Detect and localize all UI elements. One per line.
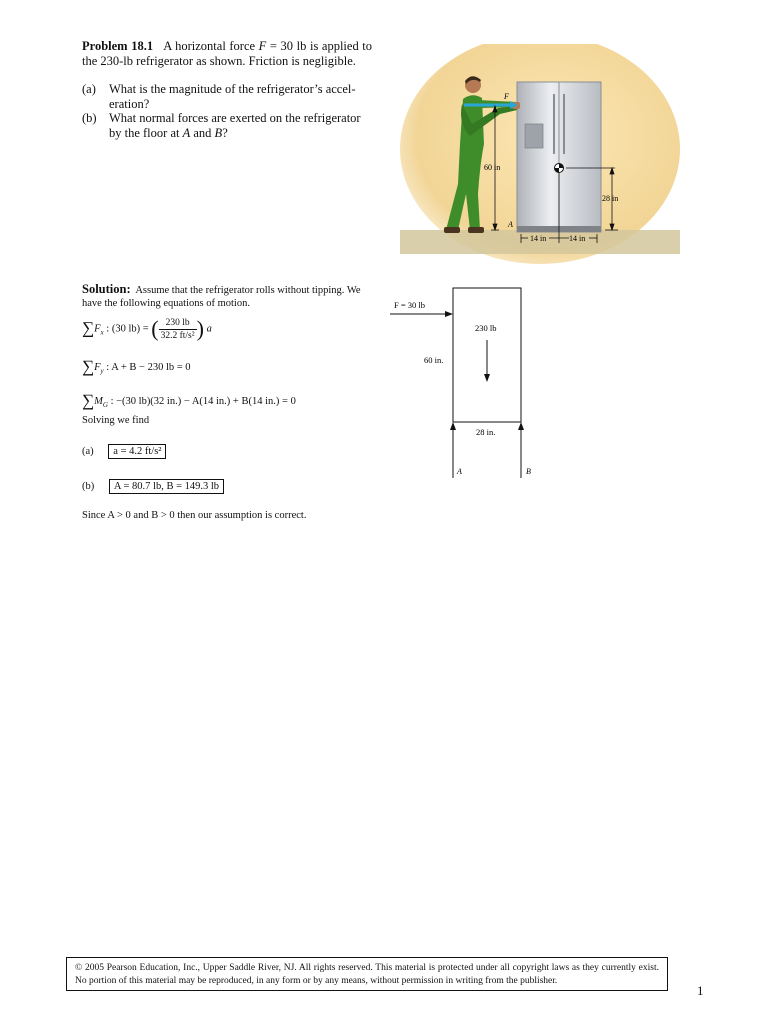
part-b-text-pre: What normal forces are exerted on the refrigerator by the floor at [109,111,361,140]
copyright-notice: © 2005 Pearson Education, Inc., Upper Saddle River, NJ. All rights reserved. This material is protected under all copyright laws as they currently exist. No portion of this material may be reproduced, in any form or by any means, without permission in writing from the publisher. [66,957,668,991]
part-b-label: (b) [82,111,97,125]
fbd-width-label: 28 in. [476,427,496,437]
eq1-den: 32.2 ft/s² [160,330,195,341]
eq3-lhs: M [94,396,103,407]
page-number: 1 [697,983,704,998]
eq3-rest: : −(30 lb)(32 in.) − A(14 in.) + B(14 in.) = 0 [107,396,296,407]
statement-text-cont: = 30 lb is applied to the 230-lb refrigerator as shown. Friction is negligible. [82,39,373,68]
part-a-label: (a) [82,82,96,96]
free-body-diagram [385,280,555,480]
part-b-a: A [182,125,191,140]
part-b-text [109,111,371,140]
solution-intro-text: Assume that the refrigerator rolls without tipping. We have the following equations of motion. [82,285,361,309]
fbd-force-label: F = 30 lb [394,300,426,310]
eq2-sub: y [100,367,104,376]
figure-label-14b: 14 in [569,234,586,243]
answer-a-label: (a) [82,446,94,457]
part-a [82,82,372,112]
eq1-rhs: a [206,323,212,335]
part-b-b: B [214,125,223,140]
fbd-force-arrow [390,311,453,317]
answer-b-box: A = 80.7 lb, B = 149.3 lb [109,479,224,494]
fbd-label-b: B [526,467,531,476]
eq2-lhs: F [94,362,101,373]
solving-text: Solving we find [82,415,150,426]
figure-label-60: 60 in [484,163,501,172]
eq1-num: 230 lb [159,317,197,330]
fbd-reaction-a-arrow [450,422,456,478]
figure-label-a: A [508,220,513,229]
problem-title: Problem 18.1 [82,39,154,53]
equation-sum-fy: $\sum F_y$ : A + B − 230 lb = 0 [82,357,191,376]
solution-intro [82,283,372,310]
force-variable: F [258,39,267,53]
eq3-sub: G [102,401,108,410]
figure-label-28: 28 in [602,194,619,203]
fbd-weight-arrow [484,340,490,382]
answer-a [82,444,166,459]
eq1-sub: x [100,328,104,337]
fbd-reaction-b-arrow [518,422,524,478]
eq1-mid: : (30 lb) = [103,323,152,335]
part-b [82,111,372,141]
figure-label-f: F [504,92,509,101]
statement-text: A horizontal force [163,39,259,53]
problem-statement [82,39,372,68]
answer-b-label: (b) [82,481,95,492]
eq1-lhs: F [94,323,101,335]
conclusion-text: Since A > 0 and B > 0 then our assumption is correct. [82,510,307,521]
equation-sum-fx: $\sum F_x$ : (30 lb) = ( $\frac{230 lb}{\text{32.2 ft/s²}}$ ) a [82,316,212,341]
center-of-mass-icon [555,164,564,173]
answer-b [82,479,224,494]
fbd-weight-label: 230 lb [475,323,497,333]
fbd-height-label: 60 in. [424,355,444,365]
part-b-and: and [190,125,215,140]
part-b-q: ? [222,125,228,140]
equation-sum-mg: $\sum M_G$ : −(30 lb)(32 in.) − A(14 in.) + B(14 in.) = 0 [82,391,296,410]
refrigerator-illustration [400,44,680,270]
figure-label-14a: 14 in [530,234,547,243]
part-a-text: What is the magnitude of the refrigerator’s accel-eration? [109,82,356,111]
eq2-rest: : A + B − 230 lb = 0 [103,362,191,373]
solution-title: Solution: [82,282,131,296]
fbd-label-a: A [457,467,462,476]
answer-a-box: a = 4.2 ft/s² [108,444,166,459]
